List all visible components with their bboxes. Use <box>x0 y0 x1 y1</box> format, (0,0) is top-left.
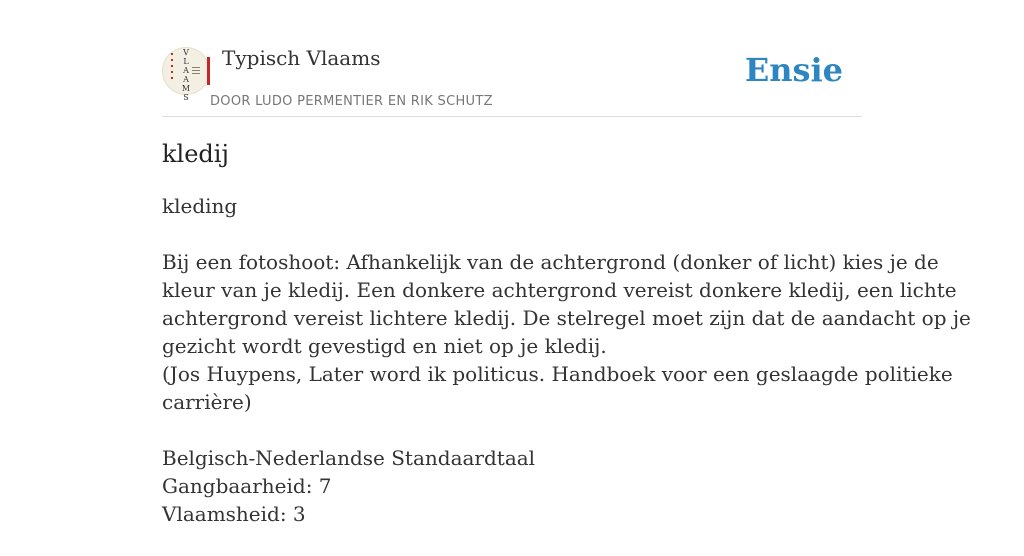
logo-fine-print-line <box>192 67 200 68</box>
logo-letter: M <box>181 84 191 93</box>
logo-fine-print-line <box>192 70 200 71</box>
example-line: kleur van je kledij. Een donkere achtergrond vereist donkere kledij, een lichte <box>162 278 957 302</box>
language-variant: Belgisch-Nederlandse Standaardtaal <box>162 446 536 470</box>
logo-letter: A <box>183 66 189 75</box>
example-line: achtergrond vereist lichtere kledij. De stelregel moet zijn dat de aandacht op je <box>162 306 971 330</box>
logo-letter: S <box>183 93 189 102</box>
meaning-text: kleding <box>162 194 238 218</box>
book-cover-logo[interactable] <box>162 47 210 102</box>
logo-fine-print <box>192 67 200 76</box>
entry-header <box>162 44 862 117</box>
usage-frequency: Gangbaarheid: 7 <box>162 474 332 498</box>
logo-letter: L <box>183 57 189 66</box>
logo-fine-print-line <box>192 73 200 74</box>
entry-metadata <box>162 444 862 528</box>
logo-letter: V <box>183 48 189 57</box>
ensie-logo-link[interactable]: Ensie <box>744 51 843 89</box>
entry-headword: kledij <box>162 140 229 168</box>
flemish-score: Vlaamsheid: 3 <box>162 502 306 526</box>
example-line: carrière) <box>162 390 252 414</box>
book-author: DOOR LUDO PERMENTIER EN RIK SCHUTZ <box>210 94 493 109</box>
example-line: Bij een fotoshoot: Afhankelijk van de achtergrond (donker of licht) kies je de <box>162 250 939 274</box>
logo-red-decoration <box>171 53 173 83</box>
example-line: (Jos Huypens, Later word ik politicus. Handboek voor een geslaagde politieke <box>162 362 953 386</box>
example-quote <box>162 248 971 416</box>
logo-letter: A <box>183 75 189 84</box>
meaning-block <box>162 192 862 220</box>
logo-red-bar <box>207 57 210 85</box>
logo-letters <box>180 48 192 102</box>
book-title[interactable]: Typisch Vlaams <box>222 46 381 70</box>
example-line: gezicht wordt gevestigd en niet op je kledij. <box>162 334 607 358</box>
entry-definition <box>162 192 971 556</box>
